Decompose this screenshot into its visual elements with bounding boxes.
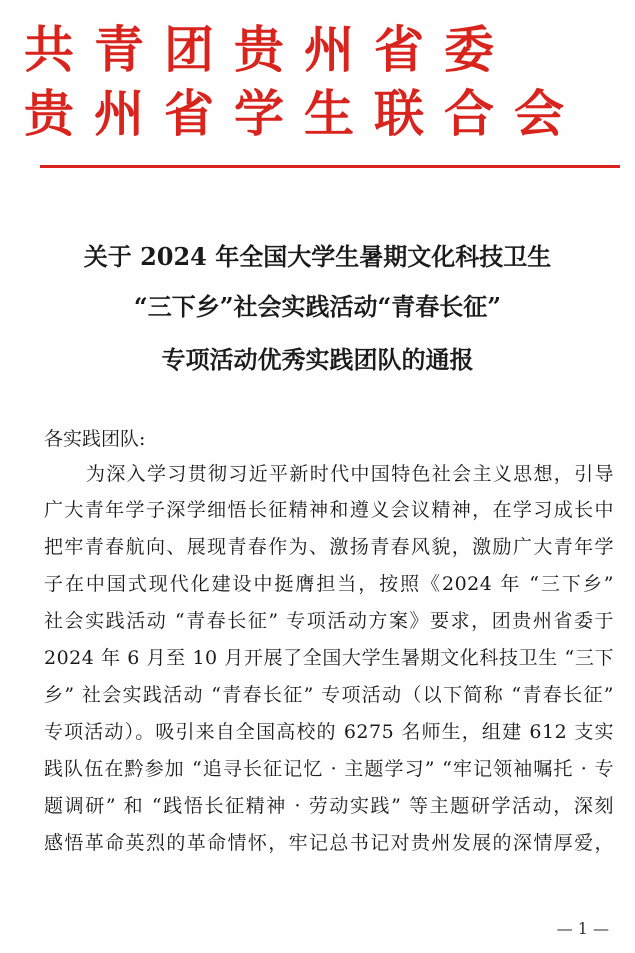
body-line-7: 乡” 社会实践活动 “青春长征” 专项活动（以下简称 “青春长征” [44, 684, 614, 706]
document-title-line-2: “三下乡”社会实践活动“青春长征” [133, 292, 502, 321]
body-line-1: 为深入学习贯彻习近平新时代中国特色社会主义思想，引导 [86, 463, 614, 485]
page-number: — 1 — [556, 919, 609, 938]
body-line-5: 社会实践活动 “青春长征” 专项活动方案》要求，团贵州省委于 [44, 610, 614, 632]
body-line-11: 感悟革命英烈的革命情怀，牢记总书记对贵州发展的深情厚爱， [44, 832, 614, 854]
body-line-8: 专项活动）。吸引来自全国高校的 6275 名师生，组建 612 支实 [44, 721, 614, 743]
document-title-line-1: 关于 2024 年全国大学生暑期文化科技卫生 [83, 242, 552, 271]
body-line-4: 子在中国式现代化建设中挺膺担当，按照《2024 年 “三下乡” [44, 573, 614, 595]
body-line-3: 把牢青春航向、展现青春作为、激扬青春风貌，激励广大青年学 [44, 536, 614, 558]
masthead-line-2: 贵州省学生联合会 [24, 85, 584, 143]
red-divider-rule [40, 165, 620, 168]
body-line-2: 广大青年学子深学细悟长征精神和遵义会议精神，在学习成长中 [44, 499, 614, 521]
salutation: 各实践团队: [44, 428, 146, 450]
masthead-line-1: 共青团贵州省委 [24, 21, 514, 79]
body-line-9: 践队伍在黔参加 “追寻长征记忆 · 主题学习” “牢记领袖嘱托 · 专 [44, 758, 614, 780]
body-line-6: 2024 年 6 月至 10 月开展了全国大学生暑期文化科技卫生 “三下 [44, 647, 614, 669]
body-line-10: 题调研” 和 “践悟长征精神 · 劳动实践” 等主题研学活动，深刻 [44, 795, 614, 817]
document-title-line-3: 专项活动优秀实践团队的通报 [161, 345, 474, 374]
